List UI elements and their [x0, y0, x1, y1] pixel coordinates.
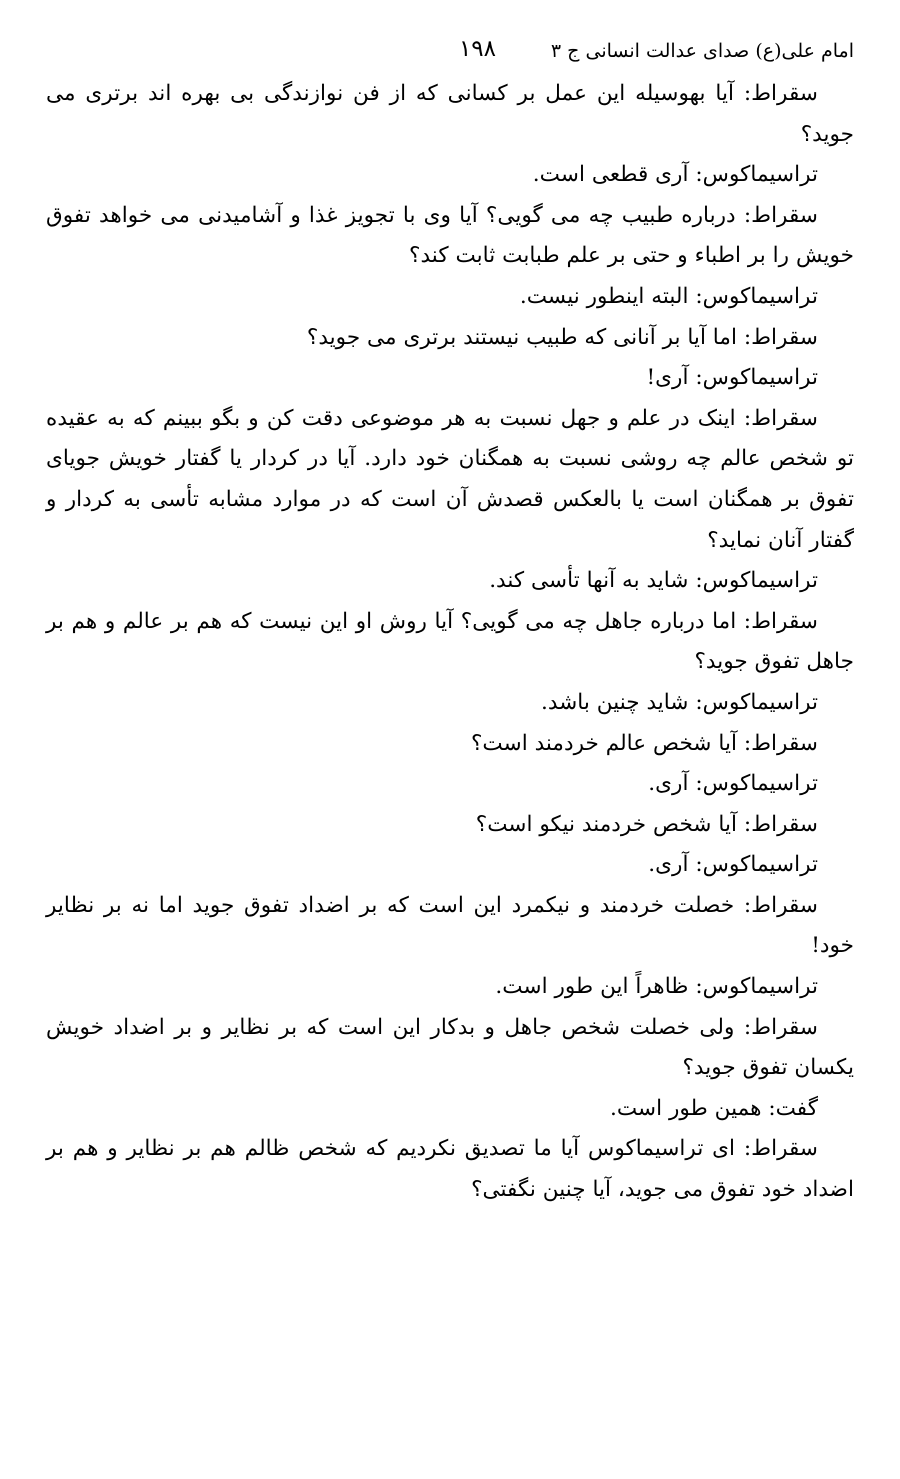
paragraph: تراسیماکوس: آری. [648, 771, 818, 797]
paragraph: تراسیماکوس: شاید به آنها تأسی کند. [489, 568, 818, 594]
paragraph: گفت: همین طور است. [609, 1095, 818, 1121]
paragraph: سقراط: اینک در علم و جهل نسبت به هر موضوعی دقت کن و بگو ببینم که به عقیده تو شخص عالم چه روشی نسبت به همگنان خود دارد. آیا در کردار یا گفتار خویش جویای تفوق بر همگنان است یا بالعکس قصدش آن است که در موارد مشابه تأسی به کردار و گفتار آنان نماید؟ [46, 405, 854, 553]
book-page [46, 30, 854, 1450]
paragraph: سقراط: خصلت خردمند و نیکمرد این است که بر اضداد تفوق جوید اما نه بر نظایر خود! [46, 892, 854, 959]
paragraph: سقراط: آیا شخص عالم خردمند است؟ [470, 730, 818, 756]
running-title: امام علی(ع) صدای عدالت انسانی ج ۳ [550, 40, 854, 62]
paragraph: تراسیماکوس: البته اینطور نیست. [519, 283, 818, 309]
paragraph: تراسیماکوس: ظاهراً این طور است. [495, 974, 818, 1000]
paragraph: تراسیماکوس: آری! [646, 365, 818, 391]
paragraph: تراسیماکوس: شاید چنین باشد. [541, 689, 818, 715]
paragraph: سقراط: درباره طبیب چه می گویی؟ آیا وی با تجویز غذا و آشامیدنی می خواهد تفوق خویش را بر اطباء و حتی بر علم طبابت ثابت کند؟ [46, 202, 854, 269]
dialogue-text [46, 74, 854, 1211]
paragraph: سقراط: اما آیا بر آنانی که طبیب نیستند برتری می جوید؟ [306, 324, 818, 350]
paragraph: سقراط: اما درباره جاهل چه می گویی؟ آیا روش او این نیست که هم بر عالم و هم بر جاهل تفوق جوید؟ [46, 608, 854, 675]
paragraph: تراسیماکوس: آری قطعی است. [532, 162, 818, 188]
paragraph: تراسیماکوس: آری. [648, 852, 818, 878]
paragraph: سقراط: آیا بهوسیله این عمل بر کسانی که از فن نوازندگی بی بهره اند برتری می جوید؟ [46, 81, 854, 147]
page-number: ۱۹۸ [458, 36, 496, 62]
paragraph: سقراط: آیا شخص خردمند نیکو است؟ [475, 811, 818, 837]
paragraph: سقراط: ولی خصلت شخص جاهل و بدکار این است که بر نظایر و بر اضداد خویش یکسان تفوق جوید؟ [46, 1014, 854, 1081]
page-header [46, 30, 854, 70]
paragraph: سقراط: ای تراسیماکوس آیا ما تصدیق نکردیم که شخص ظالم هم بر نظایر و هم بر اضداد خود تفوق می جوید، آیا چنین نگفتی؟ [46, 1136, 854, 1203]
